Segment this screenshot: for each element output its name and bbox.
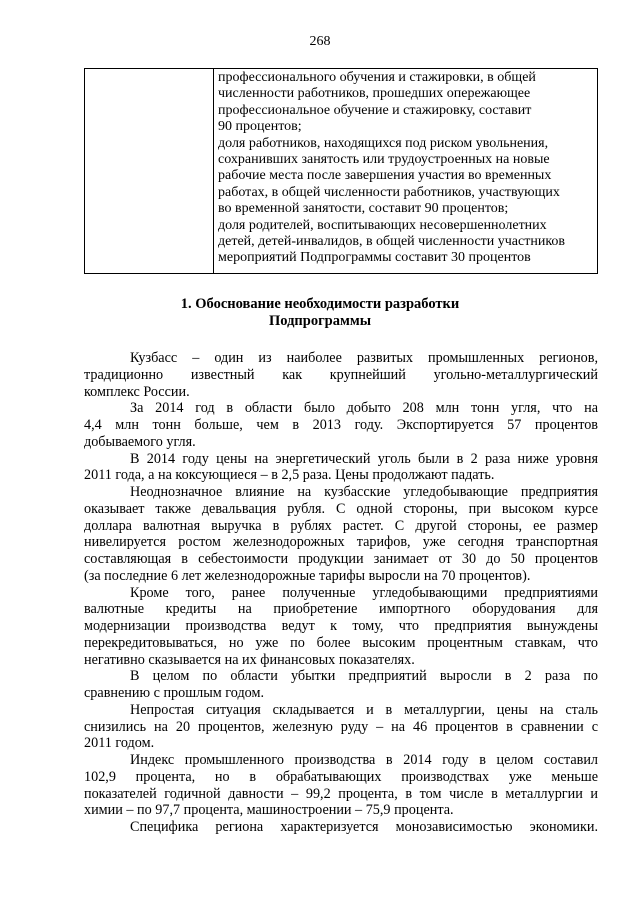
paragraph-line: За 2014 год в области было добыто 208 млн тонн угля, что на (130, 400, 598, 417)
table-cell-line: численности работников, прошедших опережающее (218, 86, 531, 102)
paragraph-line: 102,9 процента, но в обрабатывающих производствах уже меньше (84, 768, 598, 785)
paragraph-line: химии – по 97,7 процента, машиностроении – 75,9 процента. (84, 802, 454, 819)
page-number: 268 (309, 34, 331, 49)
paragraph-line: 4,4 млн тонн больше, чем в 2013 году. Экспортируется 57 процентов (84, 417, 598, 433)
paragraph-line: валютные кредиты на приобретение импортного оборудования для (84, 601, 598, 618)
table-cell-line: мероприятий Подпрограммы составит 30 процентов (218, 250, 531, 266)
table-cell-line: доля родителей, воспитывающих несовершеннолетних (218, 217, 547, 233)
paragraph (84, 451, 598, 485)
section-title-line: Подпрограммы (268, 313, 372, 329)
paragraph-line: В 2014 году цены на энергетический уголь были в 2 раза ниже уровня (130, 450, 598, 467)
paragraph (84, 819, 598, 836)
paragraph-line: В целом по области убытки предприятий выросли в 2 раза по (130, 668, 598, 685)
paragraph-line: 2011 годом. (84, 735, 155, 752)
paragraph-line: традиционно известный как крупнейший угольно-металлургический (84, 366, 598, 383)
section-title (0, 296, 640, 330)
paragraph-line: Специфика региона характеризуется монозависимостью экономики. (130, 819, 598, 835)
paragraph-line: комплекс России. (84, 383, 190, 400)
table-text-cell (214, 69, 598, 274)
paragraph-line: 2011 года, а на коксующиеся – в 2,5 раза. Цены продолжают падать. (84, 467, 495, 484)
paragraph (84, 585, 598, 669)
paragraph-line: негативно сказывается на их финансовых показателях. (84, 651, 415, 668)
paragraph-line: сравнению с прошлым годом. (84, 685, 265, 701)
paragraph-line: доллара валютная выручка в рублях растет. С другой стороны, ее размер (84, 517, 598, 534)
paragraph-line: Кроме того, ранее полученные угледобывающими предприятиями (130, 584, 598, 601)
paragraph-line: Кузбасс – один из наиболее развитых промышленных регионов, (130, 350, 598, 366)
table-cell-line: профессионального обучения и стажировки, в общей (218, 70, 536, 85)
table-cell-line: во временной занятости, составит 90 процентов; (218, 201, 509, 217)
table-cell-line: 90 процентов; (218, 119, 302, 135)
table-cell-line: работах, в общей численности работников, участвующих (218, 184, 560, 200)
section-title-line: 1. Обоснование необходимости разработки (180, 296, 460, 312)
table-cell-line: доля работников, находящихся под риском увольнения, (218, 135, 549, 151)
paragraph-line: добываемого угля. (84, 433, 196, 450)
paragraph (84, 668, 598, 702)
table-cell-line: профессиональное обучение и стажировку, составит (218, 102, 532, 118)
paragraph-line: Непростая ситуация складывается и в металлургии, цены на сталь (130, 701, 598, 718)
paragraph-line: Неоднозначное влияние на кузбасские угледобывающие предприятия (130, 484, 598, 500)
paragraph (84, 484, 598, 585)
paragraph (84, 400, 598, 450)
table-empty-cell (85, 69, 214, 274)
table-cell-line: сохранивших занятость или трудоустроенных на новые (218, 152, 550, 168)
paragraph-line: Индекс промышленного производства в 2014 году в целом составил (130, 752, 598, 768)
table-row (85, 69, 598, 274)
paragraph-line: показателей годичной давности – 99,2 процента, в том числе в металлургии и (84, 785, 598, 802)
table-cell-line: детей, детей-инвалидов, в общей численности участников (218, 234, 566, 250)
body-text (84, 350, 598, 836)
paragraph-line: составляющая в себестоимости продукции занимает от 30 до 50 процентов (84, 551, 598, 567)
paragraph (84, 702, 598, 752)
paragraph-line: перекредитовываться, но уже по более высоким процентным ставкам, что (84, 634, 598, 651)
paragraph-line: (за последние 6 лет железнодорожные тарифы выросли на 70 процентов). (84, 567, 531, 584)
paragraph (84, 752, 598, 819)
paragraph-line: нивелируется ростом железнодорожных тарифов, уже сегодня транспортная (84, 534, 598, 551)
paragraph (84, 350, 598, 400)
table-cell-line: рабочие места после завершения участия во временных (218, 168, 552, 184)
continuation-table (84, 68, 598, 274)
paragraph-line: модернизации производства ведут к тому, что предприятия вынуждены (84, 618, 598, 634)
paragraph-line: оказывает также девальвация рубля. С одной стороны, при высоком курсе (84, 500, 598, 517)
paragraph-line: снизились на 20 процентов, железную руду – на 46 процентов в сравнении с (84, 718, 598, 735)
